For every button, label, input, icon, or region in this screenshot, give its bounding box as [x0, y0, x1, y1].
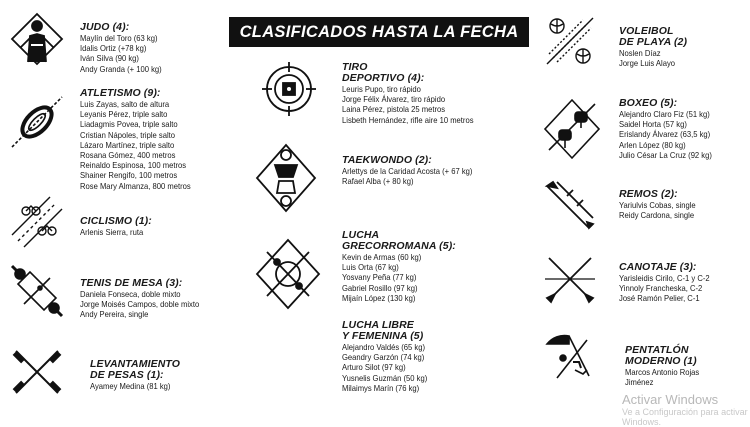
list-item: Luis Zayas, salto de altura — [80, 99, 170, 109]
list-item: Leuris Pupo, tiro rápido — [342, 84, 421, 94]
list-item: Liadagmis Povea, triple salto — [80, 119, 178, 130]
list-item: Laina Pérez, pistola 25 metros — [342, 104, 446, 115]
list-item: Rosana Gómez, 400 metros — [80, 150, 176, 161]
list-item: Yusnelis Guzmán (50 kg) — [342, 372, 428, 383]
list-item: Reidy Cardona, single — [619, 210, 695, 221]
taekwondo-list — [342, 166, 472, 186]
list-item: Jorge Moisés Campos, doble mixto — [80, 299, 200, 310]
pentatlon-heading-line2: MODERNO (1) — [625, 355, 697, 367]
pentatlon-heading-line1: PENTATLÓN — [625, 344, 689, 356]
beach-volleyball-icon — [543, 14, 597, 68]
list-item: Yosvany Peña (77 kg) — [342, 272, 417, 283]
tiro-list — [342, 84, 474, 125]
boxing-icon — [543, 98, 601, 160]
libre-heading-line2: Y FEMENINA (5) — [342, 330, 424, 342]
list-item: Idalis Ortiz (+78 kg) — [80, 43, 147, 54]
list-item: Jiménez — [625, 377, 654, 388]
list-item: Andy Pereira, single — [80, 309, 149, 320]
list-item: Gabriel Rosillo (97 kg) — [342, 282, 418, 293]
wrestling-icon — [255, 238, 321, 310]
pentathlon-icon — [543, 330, 597, 384]
pesas-heading-line2: DE PESAS (1): — [90, 369, 164, 381]
canotaje-list — [619, 273, 710, 304]
voleibol-heading-line2: DE PLAYA (2) — [619, 36, 688, 48]
libre-heading-line1: LUCHA LIBRE — [342, 319, 414, 331]
list-item: Andy Granda (+ 100 kg) — [80, 63, 162, 74]
remos-list — [619, 200, 696, 220]
list-item: Cristian Nápoles, triple salto — [80, 129, 176, 140]
list-item: Geandry Garzón (74 kg) — [342, 352, 425, 363]
list-item: Leyanis Pérez, triple salto — [80, 109, 168, 120]
activation-watermark-title: Activar Windows — [622, 392, 719, 407]
tiro-heading-line1: TIRO — [342, 61, 368, 73]
pesas-list — [90, 381, 173, 391]
list-item: Rose Mary Almanza, 800 metros — [80, 180, 191, 191]
libre-list — [342, 342, 427, 393]
grecorromana-heading-line2: GRECORROMANA (5): — [342, 240, 456, 252]
tenis-heading: TENIS DE MESA (3): — [80, 277, 183, 289]
judo-icon — [10, 12, 64, 66]
boxeo-heading: BOXEO (5): — [619, 97, 678, 109]
taekwondo-heading: TAEKWONDO (2): — [342, 154, 432, 166]
tenis-list — [80, 289, 199, 320]
voleibol-list — [619, 48, 682, 68]
page-title: CLASIFICADOS HASTA LA FECHA — [229, 17, 529, 47]
list-item: Jorge Félix Álvarez, tiro rápido — [342, 94, 446, 105]
canotaje-heading: CANOTAJE (3): — [619, 261, 697, 273]
list-item: Kevin de Armas (60 kg) — [342, 252, 422, 262]
atletismo-list — [80, 99, 191, 191]
voleibol-heading-line1: VOLEIBOL — [619, 25, 674, 37]
list-item: Reinaldo Espinosa, 100 metros — [80, 160, 187, 171]
list-item: Yinnoly Francheska, C-2 — [619, 283, 703, 294]
judo-list — [80, 33, 162, 74]
list-item: Arlen López (80 kg) — [619, 139, 686, 150]
judo-heading: JUDO (4): — [80, 21, 130, 33]
list-item: Yariulvis Cobas, single — [619, 200, 696, 210]
list-item: Erislandy Álvarez (63,5 kg) — [619, 129, 711, 140]
list-item: Saidel Horta (57 kg) — [619, 119, 687, 130]
boxeo-list — [619, 109, 712, 160]
pesas-heading-line1: LEVANTAMIENTO — [90, 358, 180, 370]
atletismo-heading: ATLETISMO (9): — [80, 87, 161, 99]
taekwondo-icon — [255, 143, 317, 213]
shooting-target-icon — [262, 62, 316, 116]
list-item: Iván Silva (90 kg) — [80, 53, 139, 64]
list-item: Marcos Antonio Rojas — [625, 367, 700, 377]
list-item: Arturo Silot (97 kg) — [342, 362, 406, 373]
list-item: Lisbeth Hernández, rifle aire 10 metros — [342, 114, 474, 125]
list-item: Luis Orta (67 kg) — [342, 262, 399, 273]
list-item: Jorge Luis Alayo — [619, 58, 676, 69]
list-item: Rafael Alba (+ 80 kg) — [342, 176, 414, 187]
list-item: Noslen Díaz — [619, 48, 661, 58]
cycling-icon — [10, 195, 64, 249]
pentatlon-list — [625, 367, 699, 387]
athletics-track-icon — [10, 95, 64, 149]
list-item: Arlettys de la Caridad Acosta (+ 67 kg) — [342, 166, 473, 176]
list-item: José Ramón Pelier, C-1 — [619, 293, 700, 304]
table-tennis-icon — [10, 264, 64, 318]
list-item: Shainer Rengifo, 100 metros — [80, 170, 178, 181]
list-item: Maylín del Toro (63 kg) — [80, 33, 158, 43]
weightlifting-icon — [10, 345, 64, 399]
canoeing-icon — [543, 252, 597, 306]
ciclismo-list — [80, 227, 146, 237]
ciclismo-heading: CICLISMO (1): — [80, 215, 152, 227]
rowing-icon — [543, 178, 597, 232]
list-item: Alejandro Claro Fiz (51 kg) — [619, 109, 710, 119]
tiro-heading-line2: DEPORTIVO (4): — [342, 72, 425, 84]
grecorromana-list — [342, 252, 447, 303]
list-item: Alejandro Valdés (65 kg) — [342, 342, 426, 352]
list-item: Mijaín López (130 kg) — [342, 292, 416, 303]
activation-watermark-subtitle: Ve a Configuración para activar Windows. — [622, 407, 748, 427]
list-item: Julio César La Cruz (92 kg) — [619, 149, 712, 160]
list-item: Milaimys Marín (76 kg) — [342, 382, 420, 393]
list-item: Yarisleidis Cirilo, C-1 y C-2 — [619, 273, 710, 283]
list-item: Lázaro Martínez, triple salto — [80, 139, 175, 150]
grecorromana-heading-line1: LUCHA — [342, 229, 380, 241]
list-item: Ayamey Medina (81 kg) — [90, 381, 171, 391]
list-item: Arlenis Sierra, ruta — [80, 227, 144, 237]
remos-heading: REMOS (2): — [619, 188, 678, 200]
list-item: Daniela Fonseca, doble mixto — [80, 289, 181, 299]
